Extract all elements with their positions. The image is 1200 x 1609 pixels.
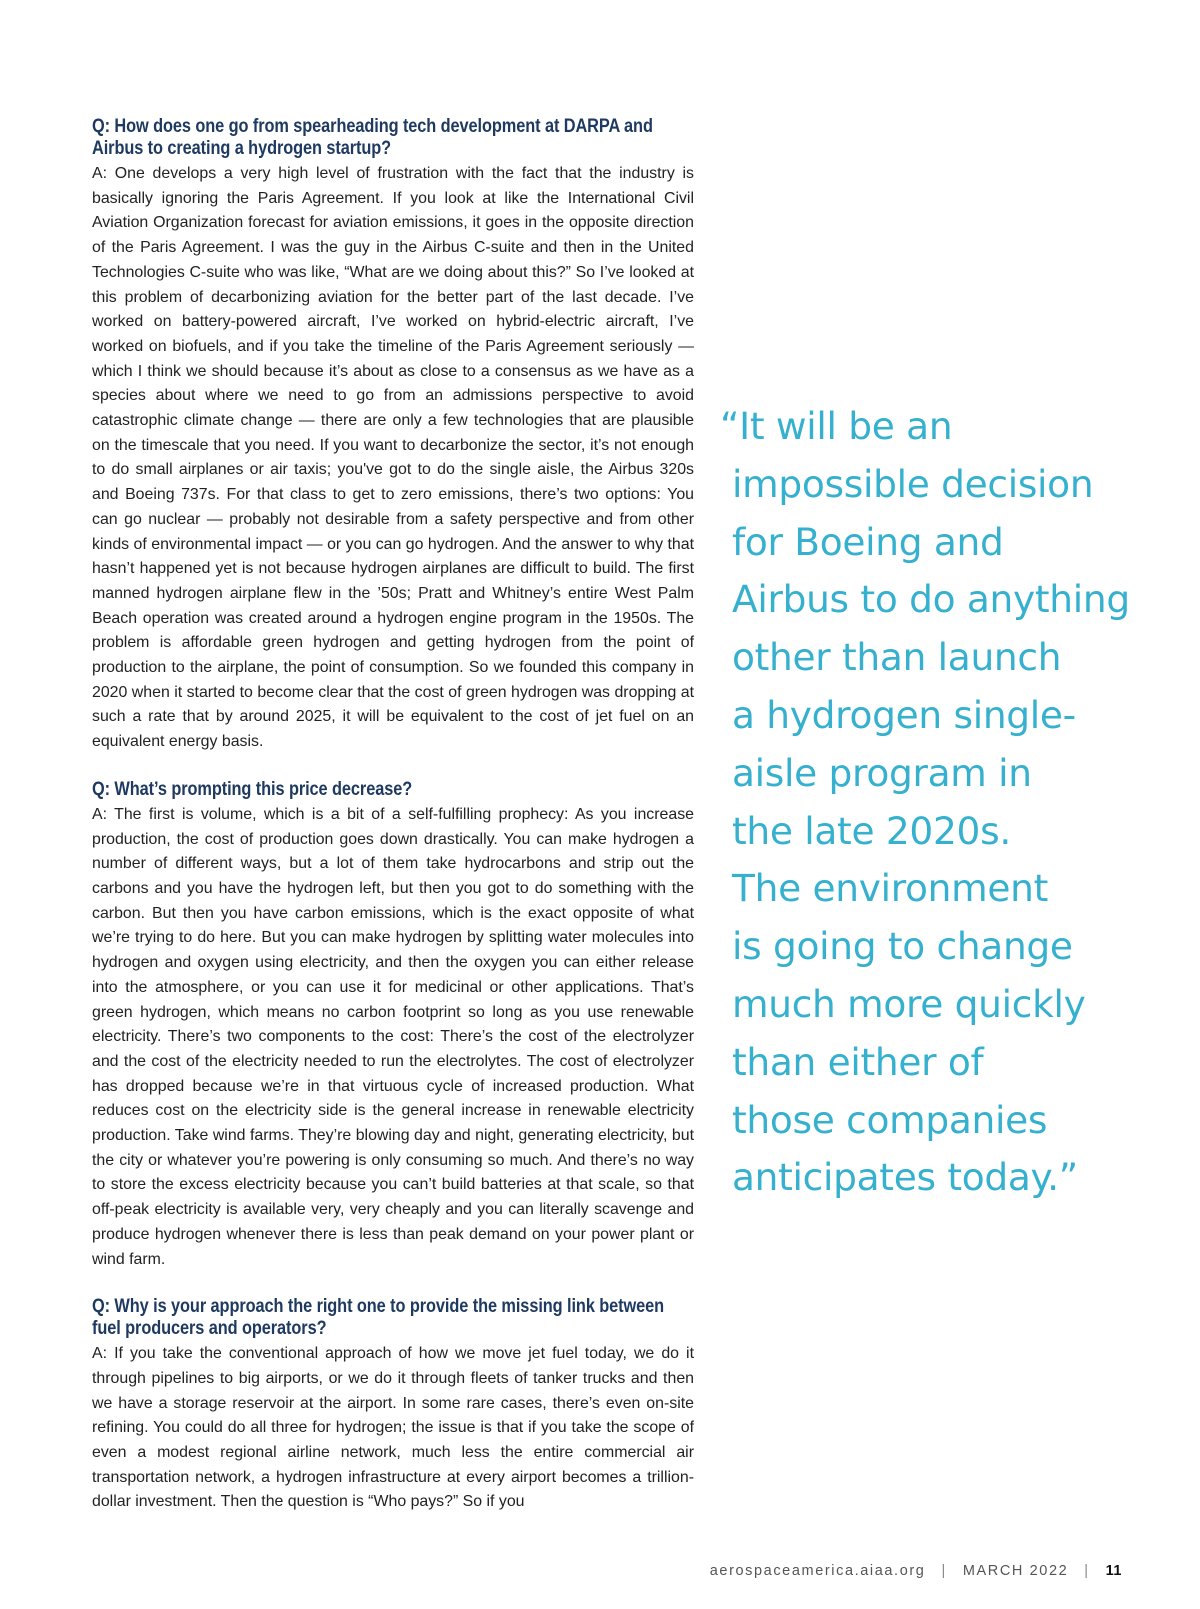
answer-paragraph: A: The first is volume, which is a bit of a self-fulfilling prophecy: As you increase production, the cost of production goes down drastically. You can make hydrogen a number of different ways, but a lot of them take hydrocarbons and strip out the carbons and you have the hydrogen left, but then you got to do something with the carbon. But then you have carbon emissions, which is the exact opposite of what we’re trying to do here. But you can make hydrogen by splitting water molecules into hydrogen and oxygen using electricity, and then the oxygen you can either release into the atmosphere, or you can use it for medicinal or other applications. That’s green hydrogen, which means no carbon footprint so long as you use renewable electricity. There’s two components to the cost: There’s the cost of the electrolyzer and the cost of the electricity needed to run the electrolytes. The cost of electrolyzer has dropped because we’re in that virtuous cycle of increased production. What reduces cost on the electricity side is the general increase in renewable electricity production. Take wind farms. They’re blowing day and night, generating electricity, but the city or whatever you’re powering is only consuming so much. And there’s no way to store the excess electricity because you can’t build batteries at that scale, so that off-peak electricity is available very, very cheaply and you can literally scavenge and produce hydrogen whenever there is less than peak demand on your power plant or wind farm. xyxy=(92,805,694,1268)
question-heading: Q: What’s prompting this price decrease? xyxy=(92,778,413,800)
article-body xyxy=(92,116,694,1539)
pull-quote-line: other than launch xyxy=(732,635,1062,680)
question-heading: Q: Why is your approach the right one to provide the missing link between fuel producers and operators? xyxy=(92,1296,665,1340)
question-heading: Q: How does one go from spearheading tech development at DARPA and Airbus to creating a hydrogen startup? xyxy=(92,116,653,159)
footer-issue-date: MARCH 2022 xyxy=(962,1563,1069,1579)
page-number: 11 xyxy=(1105,1563,1122,1579)
pull-quote-line: “It will be an xyxy=(720,404,953,448)
pull-quote-line: than either of xyxy=(732,1039,984,1084)
pull-quote-line: Airbus to do anything xyxy=(732,577,1130,622)
qa-block xyxy=(92,1296,694,1515)
qa-block xyxy=(92,116,694,755)
answer-paragraph: A: One develops a very high level of frustration with the fact that the industry is basically ignoring the Paris Agreement. If you look at like the International Civil Aviation Organization forecast for aviation emissions, it goes in the opposite direction of the Paris Agreement. I was the guy in the Airbus C-suite and then in the United Technologies C-suite who was like, “What are we doing about this?” So I’ve looked at this problem of decarbonizing aviation for the better part of the last decade. I’ve worked on battery-powered aircraft, I’ve worked on hybrid-electric aircraft, I’ve worked on biofuels, and if you take the timeline of the Paris Agreement seriously — which I think we should because it’s about as close to a consensus as we have as a species about where we need to go from an admissions perspective to avoid catastrophic climate change — there are only a few technologies that are plausible on the timescale that you need. If you want to decarbonize the sector, it’s not enough to do small airplanes or air taxis; you've got to do the single aisle, the Airbus 320s and Boeing 737s. For that class to get to zero emissions, there’s two options: You can go nuclear — probably not desirable from a safety perspective and from other kinds of environmental impact — or you can go hydrogen. And the answer to why that hasn’t happened yet is not because hydrogen airplanes are difficult to build. The first manned hydrogen airplane flew in the ’50s; Pratt and Whitney’s entire West Palm Beach operation was created around a hydrogen engine program in the 1950s. The problem is affordable green hydrogen and getting hydrogen from the point of production to the airplane, the point of consumption. So we founded this company in 2020 when it started to become clear that the cost of green hydrogen was dropping at such a rate that by around 2025, it will be equivalent to the cost of jet fuel on an equivalent energy basis. xyxy=(92,165,694,751)
pull-quote-line: much more quickly xyxy=(732,981,1086,1026)
footer-separator: | xyxy=(941,1563,947,1579)
pull-quote-line: is going to change xyxy=(732,924,1073,969)
pull-quote-line: The environment xyxy=(732,866,1048,911)
pull-quote-line: those companies xyxy=(732,1097,1048,1142)
pull-quote-line: aisle program in xyxy=(732,750,1032,795)
qa-block xyxy=(92,779,694,1272)
answer-paragraph: A: If you take the conventional approach of how we move jet fuel today, we do it through pipelines to big airports, or we do it through fleets of tanker trucks and then we have a storage reservoir at the airport. In some rare cases, there’s even on-site refining. You could do all three for hydrogen; the issue is that if you take the scope of even a modest regional airline network, much less the entire commercial air transportation network, a hydrogen infrastructure at every airport becomes a trillion-dollar investment. Then the question is “Who pays?” So if you xyxy=(92,1345,694,1511)
footer-separator: | xyxy=(1084,1563,1090,1579)
pull-quote-line: a hydrogen single- xyxy=(732,692,1076,737)
footer-website: aerospaceamerica.aiaa.org xyxy=(709,1563,926,1579)
page-footer xyxy=(710,1563,1122,1579)
pull-quote-line: for Boeing and xyxy=(732,519,1004,564)
pull-quote-line: impossible decision xyxy=(732,461,1094,506)
pull-quote xyxy=(720,398,1170,1207)
pull-quote-line: the late 2020s. xyxy=(732,808,1011,853)
pull-quote-line: anticipates today.” xyxy=(732,1155,1078,1200)
